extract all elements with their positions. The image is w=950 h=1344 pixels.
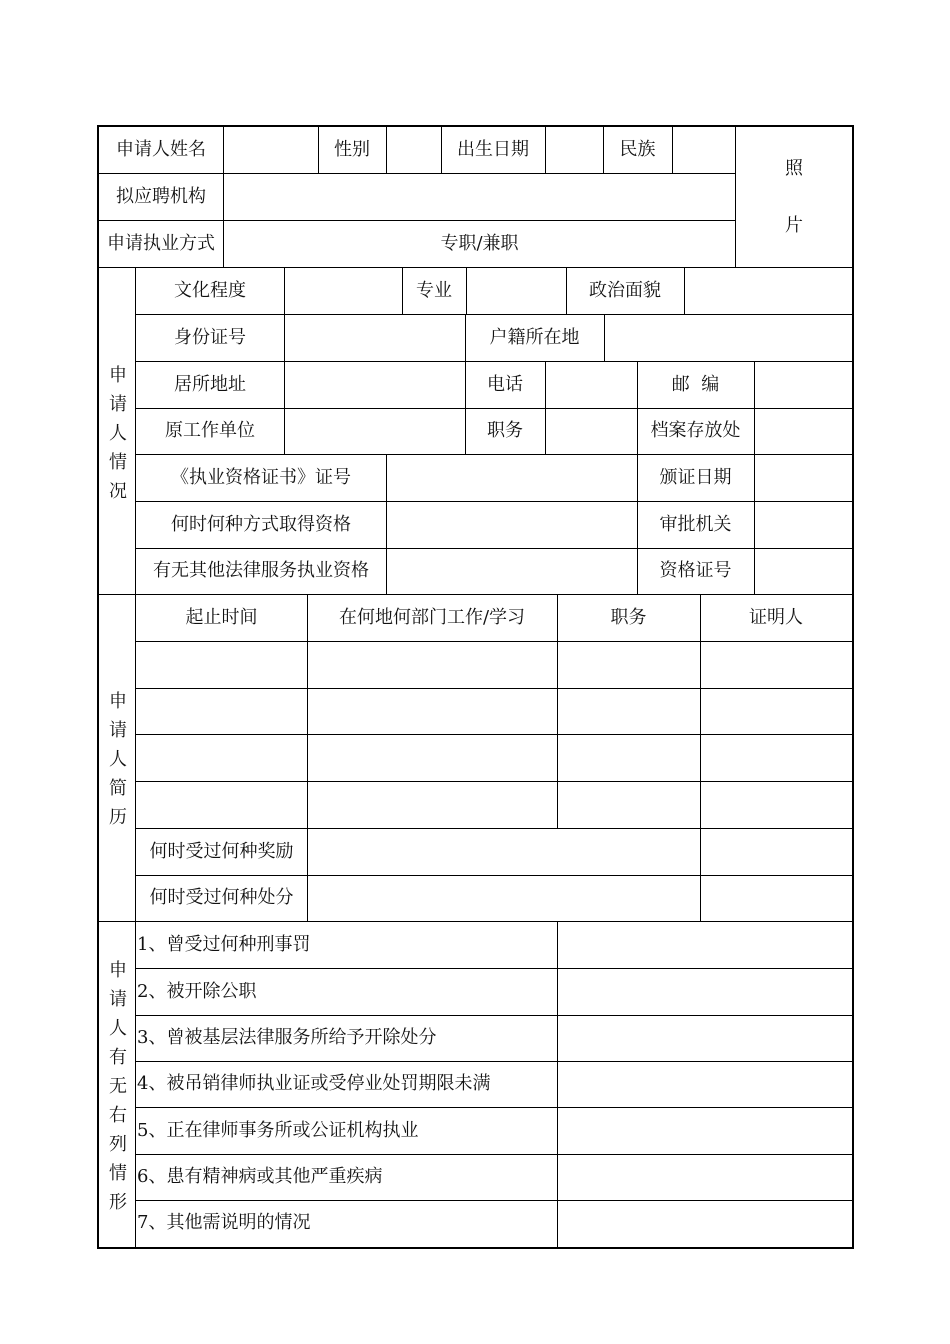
section-conditions: 申 请 人 有 无 右 列 情 形 <box>109 960 127 1213</box>
rule <box>136 408 853 409</box>
work-place-header: 在何地何部门工作/学习 <box>338 607 526 628</box>
punishment-label: 何时受过何种处分 <box>149 887 294 908</box>
condition-item: 4、被吊销律师执业证或受停业处罚期限未满 <box>137 1073 491 1094</box>
qualification-method-label: 何时何种方式取得资格 <box>171 514 351 535</box>
rule <box>136 968 853 969</box>
rule <box>672 126 673 173</box>
rule <box>735 126 736 267</box>
practice-mode-label: 申请执业方式 <box>107 233 215 254</box>
rule <box>136 548 853 549</box>
rule <box>557 595 558 828</box>
id-number-label: 身份证号 <box>174 327 246 348</box>
border-right <box>852 125 854 1249</box>
rule <box>466 268 467 314</box>
rule <box>136 734 853 735</box>
gender-label: 性别 <box>334 139 370 160</box>
rule <box>136 1107 853 1108</box>
condition-item: 2、被开除公职 <box>137 981 257 1002</box>
rule <box>136 454 853 455</box>
other-qualification-label: 有无其他法律服务执业资格 <box>153 560 369 581</box>
former-unit-label: 原工作单位 <box>165 420 255 441</box>
condition-item: 3、曾被基层法律服务所给予开除处分 <box>137 1027 437 1048</box>
rule <box>98 220 735 221</box>
rule <box>136 688 853 689</box>
rule <box>136 828 853 829</box>
rule <box>307 595 308 921</box>
condition-item: 7、其他需说明的情况 <box>137 1212 311 1233</box>
rule <box>700 595 701 921</box>
postcode-label: 邮 编 <box>671 374 720 395</box>
photo-label-1: 照 <box>785 158 803 179</box>
condition-item: 1、曾受过何种刑事罚 <box>137 934 311 955</box>
post-label: 职务 <box>487 420 523 441</box>
rule <box>284 268 285 454</box>
position-header: 职务 <box>610 607 647 628</box>
rule <box>136 641 853 642</box>
ethnicity-label: 民族 <box>619 139 656 160</box>
section-applicant-info: 申 请 人 情 况 <box>109 365 127 502</box>
address-label: 居所地址 <box>174 374 246 395</box>
hukou-label: 户籍所在地 <box>489 327 580 348</box>
section-resume: 申 请 人 简 历 <box>109 691 127 828</box>
archive-location-label: 档案存放处 <box>650 420 741 441</box>
political-status-label: 政治面貌 <box>589 280 661 301</box>
rule <box>684 268 685 314</box>
approval-authority-label: 审批机关 <box>659 514 732 535</box>
rule <box>98 594 853 595</box>
education-label: 文化程度 <box>174 280 246 301</box>
rule <box>754 362 755 594</box>
rule <box>98 267 853 268</box>
name-label: 申请人姓名 <box>116 139 206 160</box>
rule <box>604 315 605 361</box>
rule <box>386 126 387 173</box>
border-top <box>97 125 854 127</box>
rule <box>136 314 853 315</box>
border-left <box>97 125 99 1249</box>
rule <box>136 1015 853 1016</box>
certificate-number-label: 《执业资格证书》证号 <box>171 467 351 488</box>
condition-item: 5、正在律师事务所或公证机构执业 <box>137 1120 419 1141</box>
reward-label: 何时受过何种奖励 <box>149 841 294 862</box>
rule <box>136 361 853 362</box>
photo-label-2: 片 <box>785 215 803 236</box>
witness-header: 证明人 <box>749 607 803 628</box>
rule <box>135 922 136 1247</box>
rule <box>136 1200 853 1201</box>
period-header: 起止时间 <box>185 607 258 628</box>
rule <box>136 781 853 782</box>
rule <box>136 501 853 502</box>
phone-label: 电话 <box>487 374 523 395</box>
qualification-number-label: 资格证号 <box>659 560 732 581</box>
birth-date-label: 出生日期 <box>457 139 529 160</box>
rule <box>136 1061 853 1062</box>
rule <box>545 126 546 173</box>
rule <box>136 875 853 876</box>
major-label: 专业 <box>416 280 452 301</box>
rule <box>135 595 136 921</box>
condition-item: 6、患有精神病或其他严重疾病 <box>137 1166 383 1187</box>
rule <box>98 921 853 922</box>
rule <box>386 455 387 594</box>
issue-date-label: 颁证日期 <box>659 467 732 488</box>
rule <box>545 362 546 454</box>
org-label: 拟应聘机构 <box>116 186 206 207</box>
rule <box>136 1154 853 1155</box>
practice-mode-value: 专职/兼职 <box>440 233 519 254</box>
border-bottom <box>97 1247 854 1249</box>
rule <box>98 173 735 174</box>
rule <box>557 922 558 1247</box>
